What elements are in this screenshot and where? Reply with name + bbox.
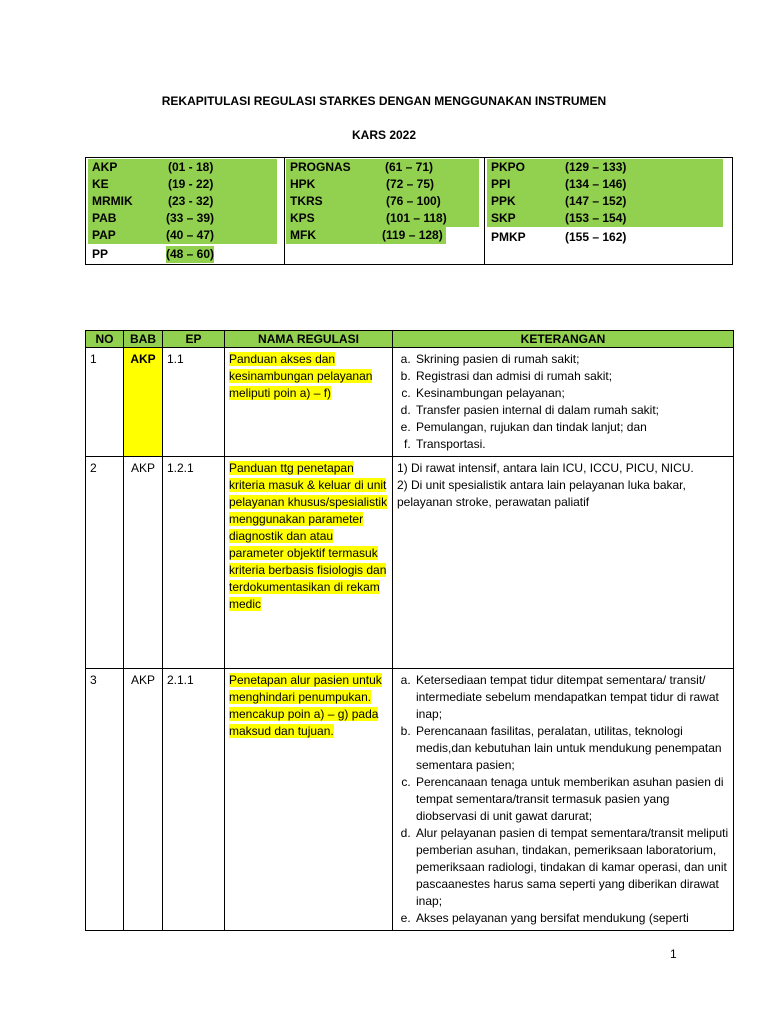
list-item: b. Perencanaan fasilitas, peralatan, utilitas, teknologi medis,dan kebutuhan lain untuk mendukung penempatan sementara pasien; xyxy=(414,723,729,774)
keterangan-item: 2) Di unit spesialistik antara lain pelayanan luka bakar, pelayanan stroke, perawatan paliatif xyxy=(397,478,686,509)
chapter-range: (33 – 39) xyxy=(166,211,215,225)
chapter-range: (134 – 146) xyxy=(565,177,627,191)
chapter-range: (147 – 152) xyxy=(565,194,627,208)
summary-column-3 xyxy=(485,158,733,264)
chapter-range: (119 – 128) xyxy=(382,228,443,242)
chapter-code: PROGNAS xyxy=(290,160,351,174)
regulation-name: Penetapan alur pasien untuk menghindari penumpukan. mencakup poin a) – g) pada maksud dan tujuan. xyxy=(229,673,382,738)
list-item: d. Alur pelayanan pasien di tempat sementara/transit meliputi pemberian asuhan, tindakan, pemeriksaan laboratorium, pemeriksaan radiologi, tindakan di kamar operasi, dan unit pascaanestes harus sama seperti yang diberikan dirawat inap; xyxy=(414,825,729,910)
cell-no: 3 xyxy=(86,669,124,931)
chapter-range: (61 – 71) xyxy=(385,160,434,174)
chapter-range: (76 – 100) xyxy=(386,194,441,208)
summary-row xyxy=(88,227,277,244)
summary-row xyxy=(487,193,723,210)
cell-bab: AKP xyxy=(124,457,163,669)
keterangan-list xyxy=(397,351,729,453)
summary-row xyxy=(286,210,479,227)
summary-row xyxy=(487,210,723,227)
chapter-code: HPK xyxy=(290,177,316,191)
cell-ep: 1.1 xyxy=(163,348,225,457)
chapter-code: MFK xyxy=(290,228,316,242)
list-item: d. Transfer pasien internal di dalam rumah sakit; xyxy=(414,402,729,419)
keterangan-list xyxy=(397,672,729,927)
cell-no: 2 xyxy=(86,457,124,669)
chapter-range: (155 – 162) xyxy=(565,230,627,244)
header-keterangan: KETERANGAN xyxy=(393,331,734,348)
summary-row xyxy=(286,193,479,210)
summary-row xyxy=(88,193,277,210)
summary-column-2 xyxy=(284,158,485,264)
list-item: b. Registrasi dan admisi di rumah sakit; xyxy=(414,368,729,385)
summary-row xyxy=(88,176,277,193)
keterangan-item: 1) Di rawat intensif, antara lain ICU, ICCU, PICU, NICU. xyxy=(397,461,694,475)
summary-row xyxy=(286,227,446,244)
cell-ep: 2.1.1 xyxy=(163,669,225,931)
chapter-range: (129 – 133) xyxy=(565,160,627,174)
header-nama-regulasi: NAMA REGULASI xyxy=(225,331,393,348)
list-item: a. Skrining pasien di rumah sakit; xyxy=(414,351,729,368)
chapter-code: PAP xyxy=(92,228,116,242)
summary-row xyxy=(88,159,277,176)
chapter-code: AKP xyxy=(92,160,118,174)
document-subtitle: KARS 2022 xyxy=(351,128,417,142)
chapter-code: PMKP xyxy=(491,230,526,244)
chapter-code: PPK xyxy=(491,194,516,208)
cell-ep: 1.2.1 xyxy=(163,457,225,669)
chapter-code: PP xyxy=(92,247,109,261)
list-item: a. Ketersediaan tempat tidur ditempat sementara/ transit/ intermediate sebelum mendapatkan tempat tidur di rawat inap; xyxy=(414,672,729,723)
page-number: 1 xyxy=(670,947,677,961)
chapter-range: (19 - 22) xyxy=(168,177,214,191)
summary-row xyxy=(487,229,723,246)
summary-row xyxy=(286,176,479,193)
chapter-range: (72 – 75) xyxy=(386,177,435,191)
summary-row xyxy=(88,210,277,227)
header-ep: EP xyxy=(163,331,225,348)
cell-no: 1 xyxy=(86,348,124,457)
cell-keterangan xyxy=(393,669,734,931)
list-item: c. Perencanaan tenaga untuk memberikan asuhan pasien di tempat sementara/transit termasuk pasien yang diobservasi di unit gawat darurat; xyxy=(414,774,729,825)
table-row xyxy=(86,669,734,931)
cell-nama-regulasi xyxy=(225,348,393,457)
chapter-code: KE xyxy=(92,177,109,191)
summary-row xyxy=(487,159,723,176)
list-item: c. Kesinambungan pelayanan; xyxy=(414,385,729,402)
cell-nama-regulasi xyxy=(225,457,393,669)
list-item: e. Pemulangan, rujukan dan tindak lanjut; dan xyxy=(414,419,729,436)
regulation-name: Panduan akses dan kesinambungan pelayanan meliputi poin a) – f) xyxy=(229,352,373,400)
chapter-range: (23 - 32) xyxy=(168,194,214,208)
chapter-range: (01 - 18) xyxy=(168,160,214,174)
chapter-code-summary-table xyxy=(85,157,733,265)
summary-row xyxy=(487,176,723,193)
summary-row xyxy=(286,159,479,176)
regulation-table xyxy=(85,330,734,931)
cell-keterangan xyxy=(393,457,734,669)
header-no: NO xyxy=(86,331,124,348)
chapter-code: KPS xyxy=(290,211,315,225)
chapter-code: PAB xyxy=(92,211,117,225)
cell-bab: AKP xyxy=(124,669,163,931)
regulation-name: Panduan ttg penetapan kriteria masuk & keluar di unit pelayanan khusus/spesialistik menggunakan parameter diagnostik dan atau parameter objektif termasuk kriteria berbasis fisiologis dan terdokumentasikan di rekam medic xyxy=(229,461,388,611)
list-item: f. Transportasi. xyxy=(414,436,729,453)
document-title: REKAPITULASI REGULASI STARKES DENGAN MENGGUNAKAN INSTRUMEN xyxy=(161,94,607,108)
chapter-code: TKRS xyxy=(290,194,323,208)
table-header-row xyxy=(86,331,734,348)
summary-row xyxy=(88,246,277,263)
table-row xyxy=(86,348,734,457)
cell-keterangan xyxy=(393,348,734,457)
chapter-code: SKP xyxy=(491,211,516,225)
list-item: e. Akses pelayanan yang bersifat mendukung (seperti xyxy=(414,910,729,927)
cell-nama-regulasi xyxy=(225,669,393,931)
cell-bab: AKP xyxy=(124,348,163,457)
header-bab: BAB xyxy=(124,331,163,348)
table-row xyxy=(86,457,734,669)
chapter-range: (40 – 47) xyxy=(166,228,215,242)
chapter-code: PPI xyxy=(491,177,511,191)
chapter-range: (48 – 60) xyxy=(166,247,215,261)
chapter-range: (101 – 118) xyxy=(386,211,447,225)
summary-column-1 xyxy=(86,158,285,264)
chapter-code: MRMIK xyxy=(92,194,133,208)
chapter-code: PKPO xyxy=(491,160,526,174)
chapter-range: (153 – 154) xyxy=(565,211,627,225)
